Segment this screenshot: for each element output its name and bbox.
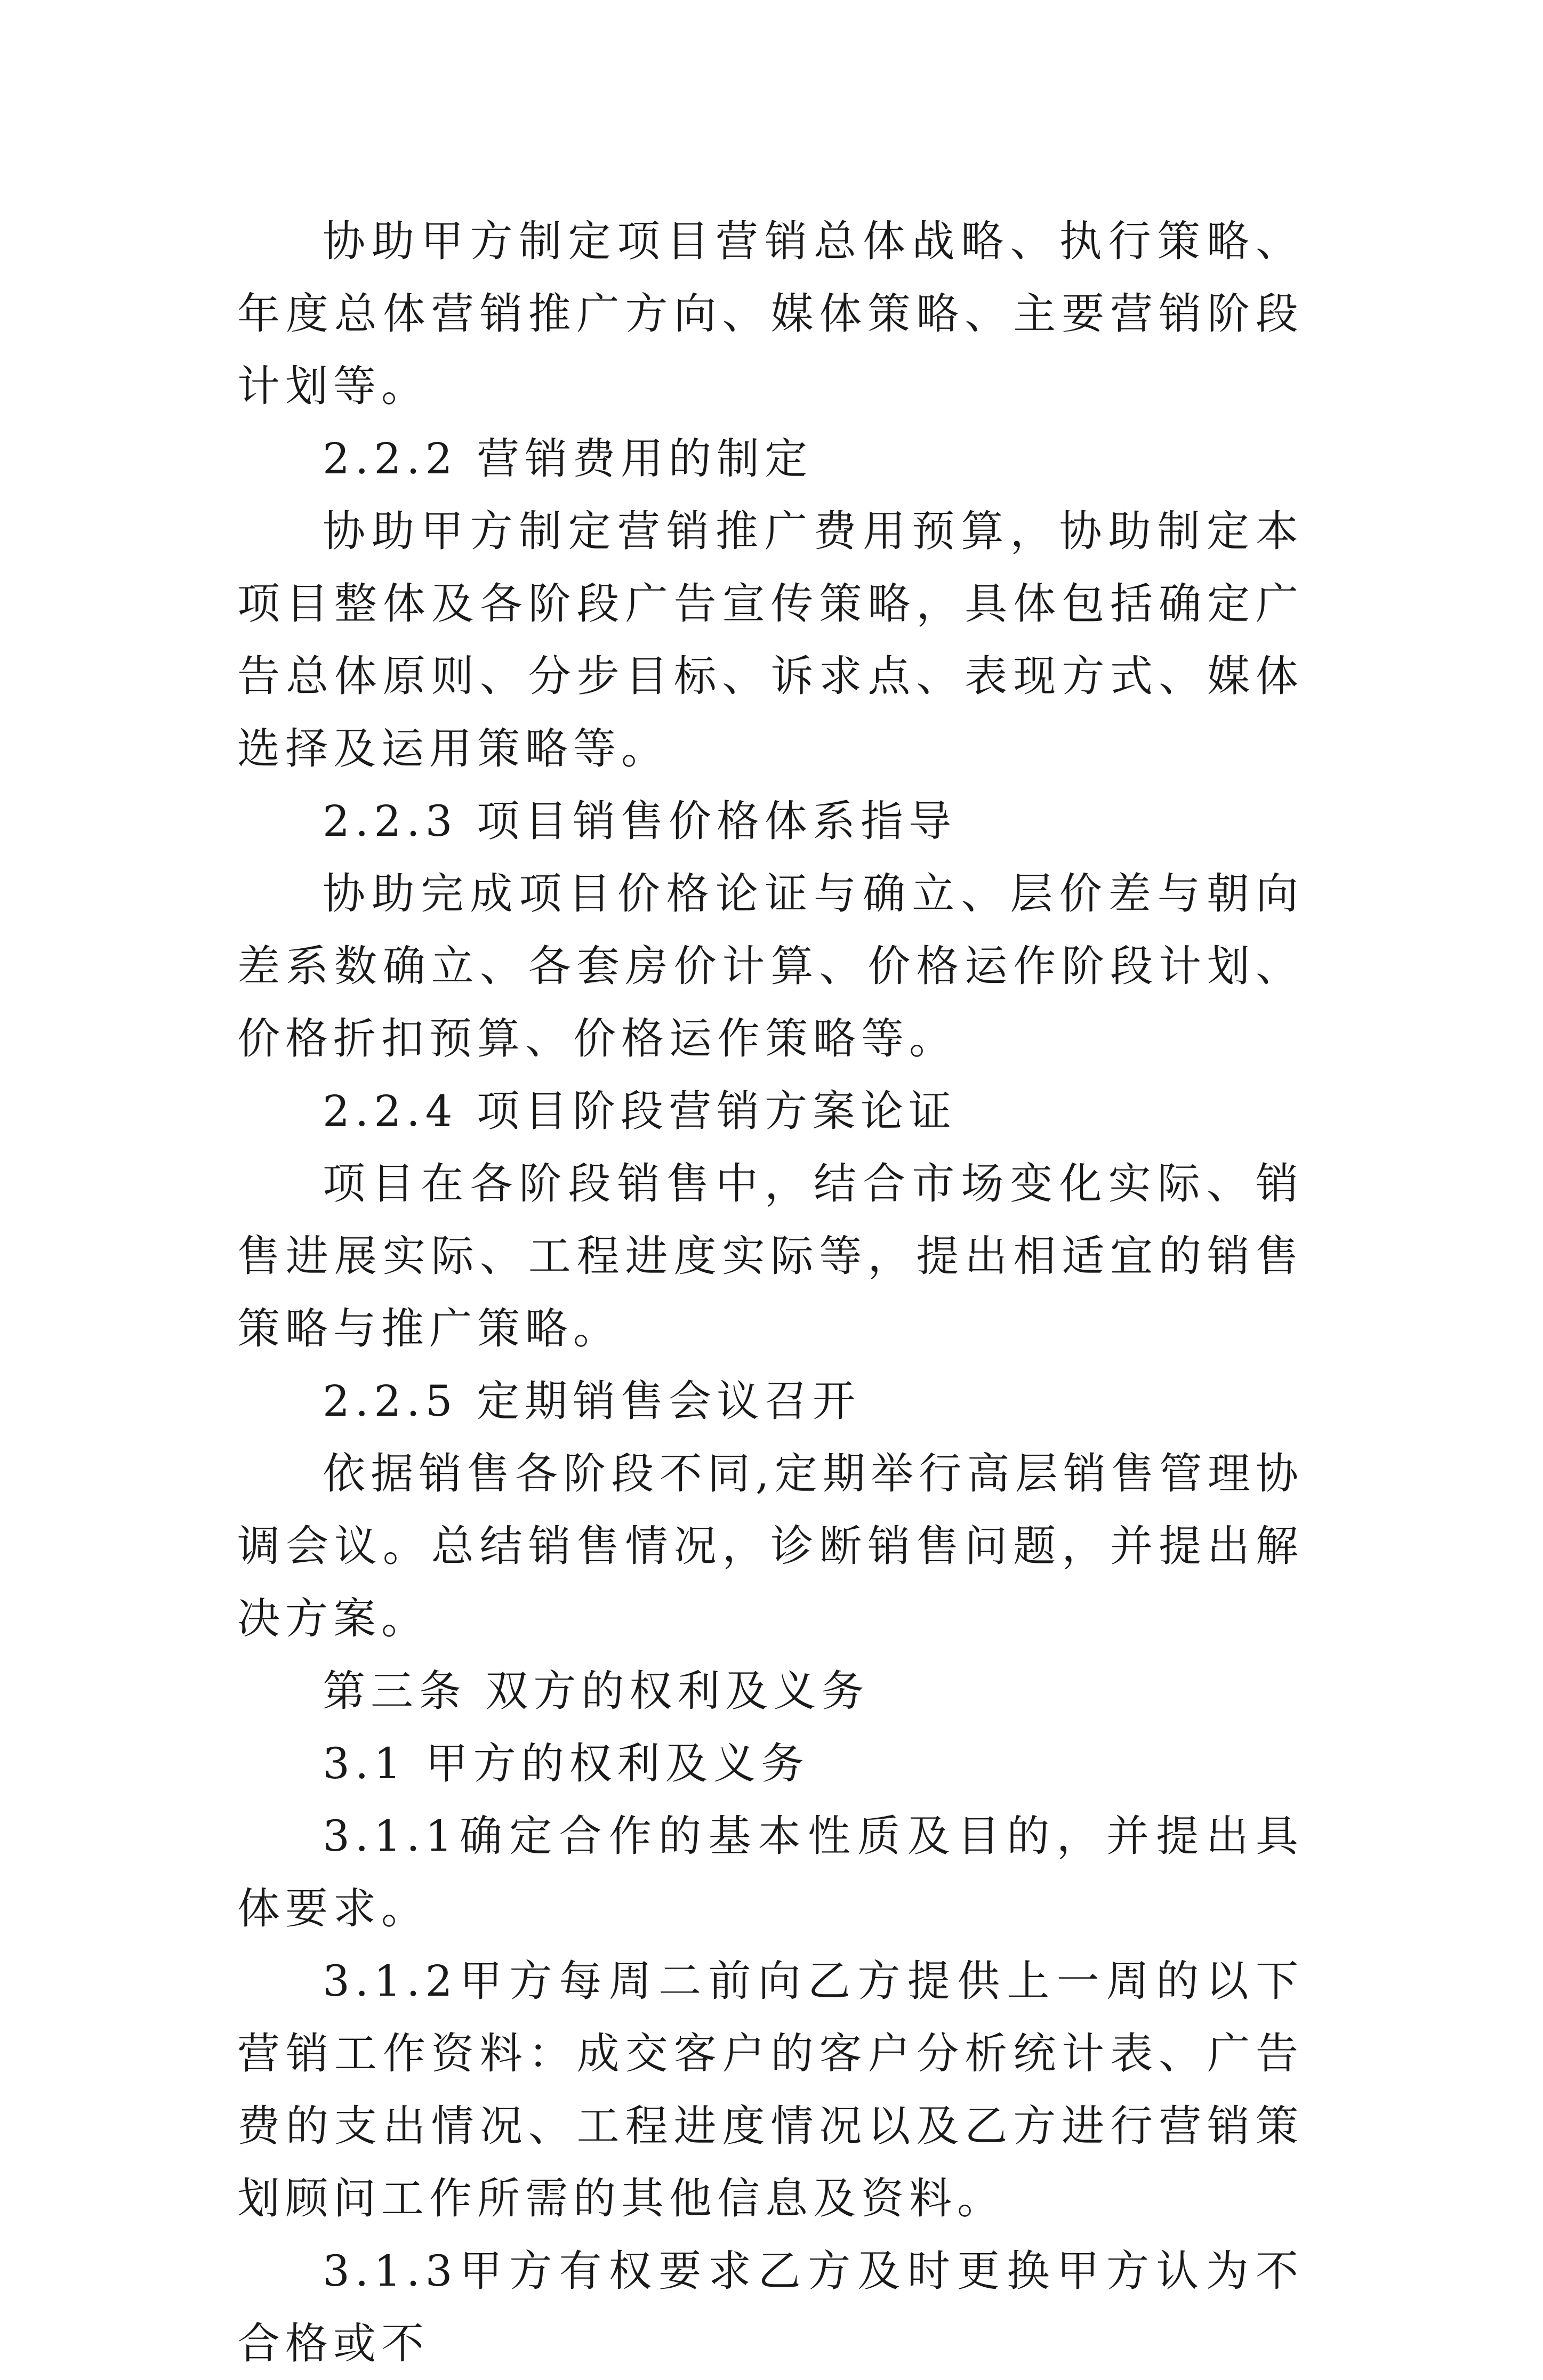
heading-3-1: 3.1 甲方的权利及义务	[323, 1739, 809, 1788]
paragraph-marketing-strategy: 协助甲方制定项目营销总体战略、执行策略、年度总体营销推广方向、媒体策略、主要营销阶段计划等。	[237, 216, 1304, 411]
paragraph-marketing-budget: 协助甲方制定营销推广费用预算，协助制定本项目整体及各阶段广告宣传策略，具体包括确定广告总体原则、分步目标、诉求点、表现方式、媒体选择及运用策略等。	[237, 506, 1304, 773]
document-body	[237, 205, 1304, 2380]
heading-2-2-4: 2.2.4 项目阶段营销方案论证	[323, 1086, 957, 1136]
paragraph-sales-meeting: 依据销售各阶段不同,定期举行高层销售管理协调会议。总结销售情况，诊断销售问题，并提出解决方案。	[237, 1449, 1304, 1643]
paragraph-stage-plan: 项目在各阶段销售中，结合市场变化实际、销售进展实际、工程进度实际等，提出相适宜的销售策略与推广策略。	[237, 1159, 1304, 1353]
paragraph-3-1-3: 3.1.3甲方有权要求乙方及时更换甲方认为不合格或不	[237, 2246, 1304, 2368]
heading-2-2-5: 2.2.5 定期销售会议召开	[323, 1376, 861, 1426]
paragraph-pricing-system: 协助完成项目价格论证与确立、层价差与朝向差系数确立、各套房价计算、价格运作阶段计划、价格折扣预算、价格运作策略等。	[237, 869, 1304, 1063]
heading-2-2-2: 2.2.2 营销费用的制定	[323, 434, 813, 483]
paragraph-3-1-2: 3.1.2甲方每周二前向乙方提供上一周的以下营销工作资料：成交客户的客户分析统计表、广告费的支出情况、工程进度情况以及乙方进行营销策划顾问工作所需的其他信息及资料。	[237, 1956, 1304, 2223]
heading-article-3: 第三条 双方的权利及义务	[323, 1666, 870, 1716]
heading-2-2-3: 2.2.3 项目销售价格体系指导	[323, 796, 957, 846]
paragraph-3-1-1: 3.1.1确定合作的基本性质及目的，并提出具体要求。	[237, 1811, 1304, 1933]
